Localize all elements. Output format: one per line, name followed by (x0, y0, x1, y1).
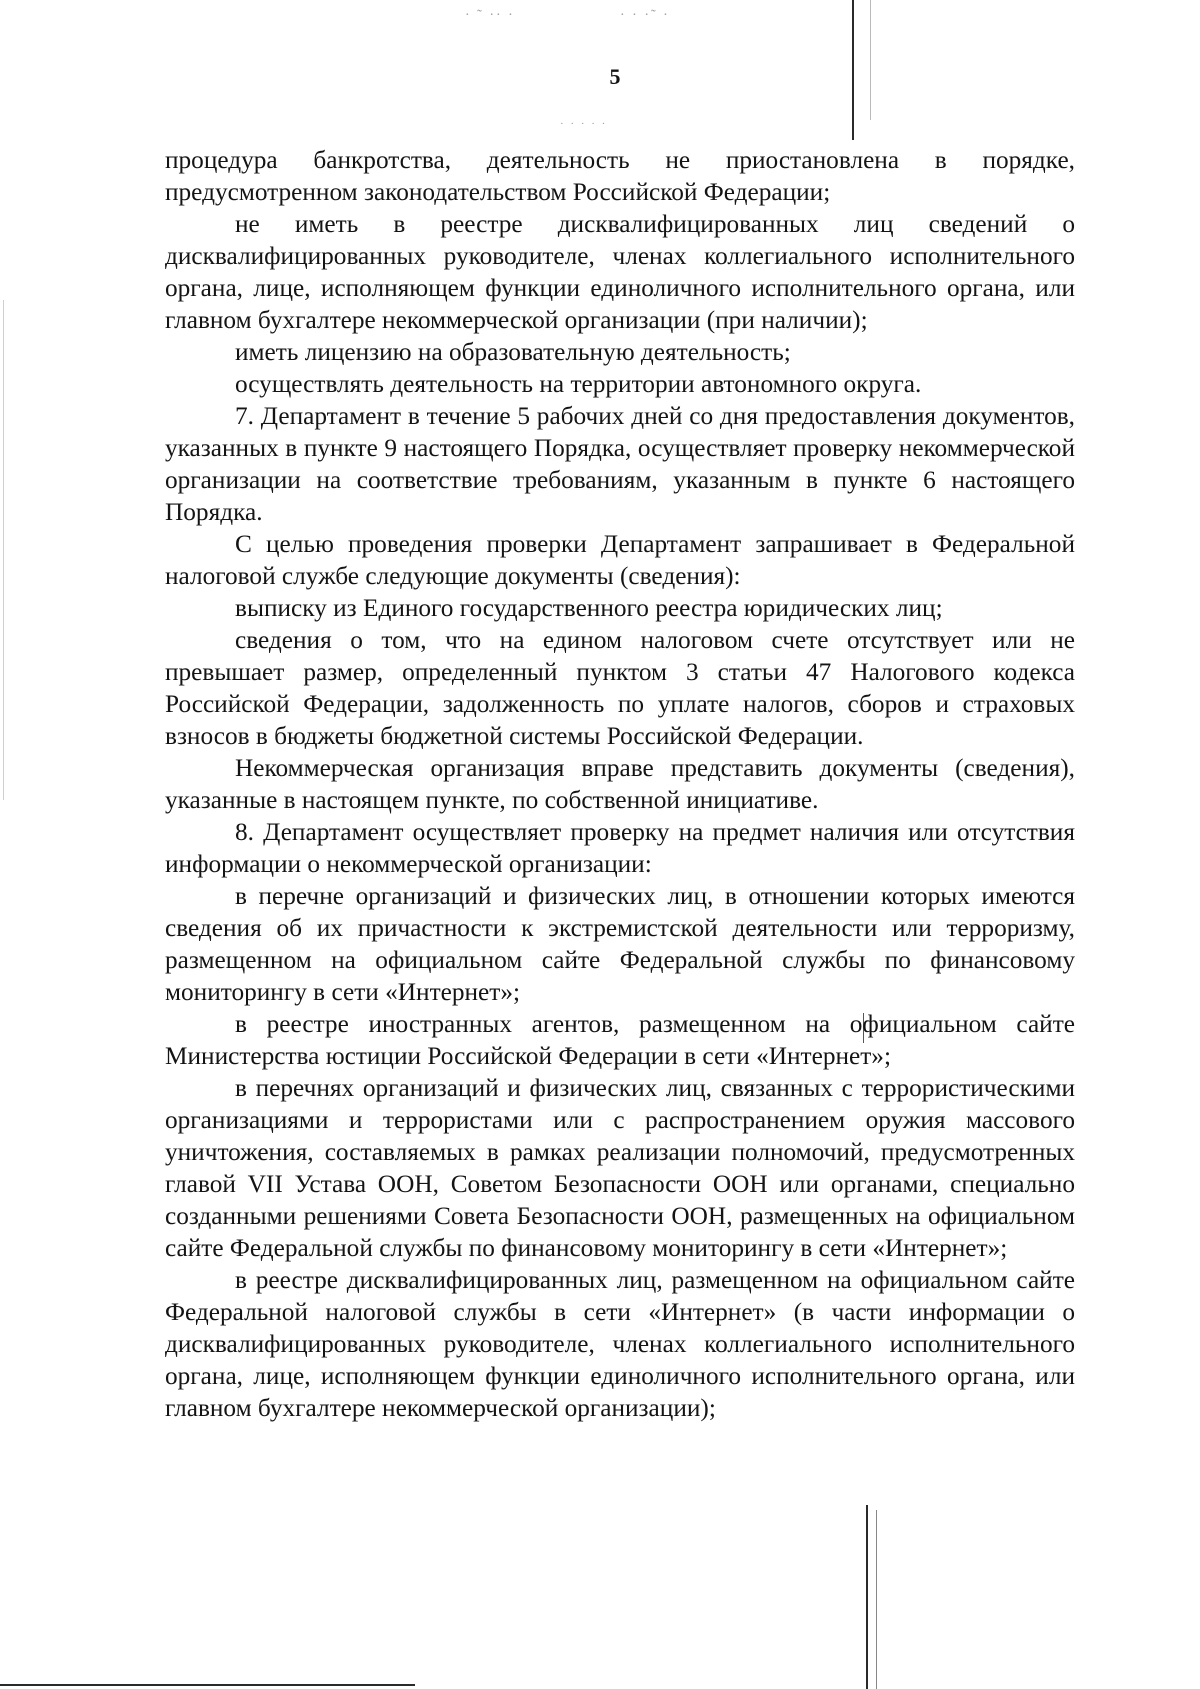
paragraph-bankruptcy-continuation: процедура банкротства, деятельность не приостановлена в порядке, предусмотренном законодательством Российской Федерации; (165, 146, 1075, 206)
paragraph-terrorism-lists: в перечнях организаций и физических лиц, связанных с террористическими организациями и террористами или с распространением оружия массового уничтожения, составляемых в рамках реализации полномочий, предусмотренных главой VII Устава ООН, Советом Безопасности ООН или органами, специально созданными решениями Совета Безопасности ООН, размещенных на официальном сайте Федеральной службы по финансовому мониторингу в сети «Интернет»; (165, 1074, 1075, 1262)
paragraph-disqualified-registry: не иметь в реестре дисквалифицированных лиц сведений о дисквалифицированных руководителе, членах коллегиального исполнительного органа, лице, исполняющем функции единоличного исполнительного органа, или главном бухгалтере некоммерческой организации (при наличии); (165, 210, 1075, 334)
paragraph-disqualified-fns: в реестре дисквалифицированных лиц, размещенном на официальном сайте Федеральной налоговой службы в сети «Интернет» (в части информации о дисквалифицированных руководителе, членах коллегиального исполнительного органа, лице, исполняющем функции единоличного исполнительного органа, или главном бухгалтере некоммерческой организации); (165, 1266, 1075, 1422)
scan-line-bottom-left (0, 1684, 415, 1686)
paragraph-own-initiative: Некоммерческая организация вправе представить документы (сведения), указанные в настоящем пункте, по собственной инициативе. (165, 754, 1075, 814)
paragraph-education-license: иметь лицензию на образовательную деятельность; (235, 338, 791, 366)
scan-line-left-edge (3, 300, 4, 800)
paragraph-item-7: 7. Департамент в течение 5 рабочих дней со дня предоставления документов, указанных в пункте 9 настоящего Порядка, осуществляет проверку некоммерческой организации на соответствие требованиям, указанным в пункте 6 настоящего Порядка. (165, 402, 1075, 526)
scan-line-bottom-right-faint (876, 1510, 877, 1689)
scan-noise-top-right: · · ·˜ · (620, 8, 670, 23)
paragraph-item-8: 8. Департамент осуществляет проверку на предмет наличия или отсутствия информации о некоммерческой организации: (165, 818, 1075, 878)
paragraph-foreign-agents: в реестре иностранных агентов, размещенном на официальном сайте Министерства юстиции Российской Федерации в сети «Интернет»; (165, 1010, 1075, 1070)
paragraph-egrul-extract: выписку из Единого государственного реестра юридических лиц; (235, 594, 943, 622)
scan-line-bottom-right (866, 1505, 868, 1689)
scan-noise-under-number: · · · · · (560, 118, 608, 130)
paragraph-extremism-list: в перечне организаций и физических лиц, в отношении которых имеются сведения об их причастности к экстремистской деятельности или терроризму, размещенном на официальном сайте Федеральной службы по финансовому мониторингу в сети «Интернет»; (165, 882, 1075, 1006)
paragraph-tax-request: С целью проведения проверки Департамент запрашивает в Федеральной налоговой службе следующие документы (сведения): (165, 530, 1075, 590)
paragraph-territory: осуществлять деятельность на территории автономного округа. (235, 370, 922, 398)
scan-noise-top: · ˜ ·· · (465, 8, 515, 23)
scan-line-top-right-faint (870, 0, 871, 120)
paragraph-tax-account: сведения о том, что на едином налоговом счете отсутствует или не превышает размер, определенный пунктом 3 статьи 47 Налогового кодекса Российской Федерации, задолженность по уплате налогов, сборов и страховых взносов в бюджеты бюджетной системы Российской Федерации. (165, 626, 1075, 750)
page-number: 5 (609, 64, 621, 89)
document-body (165, 144, 1075, 1424)
